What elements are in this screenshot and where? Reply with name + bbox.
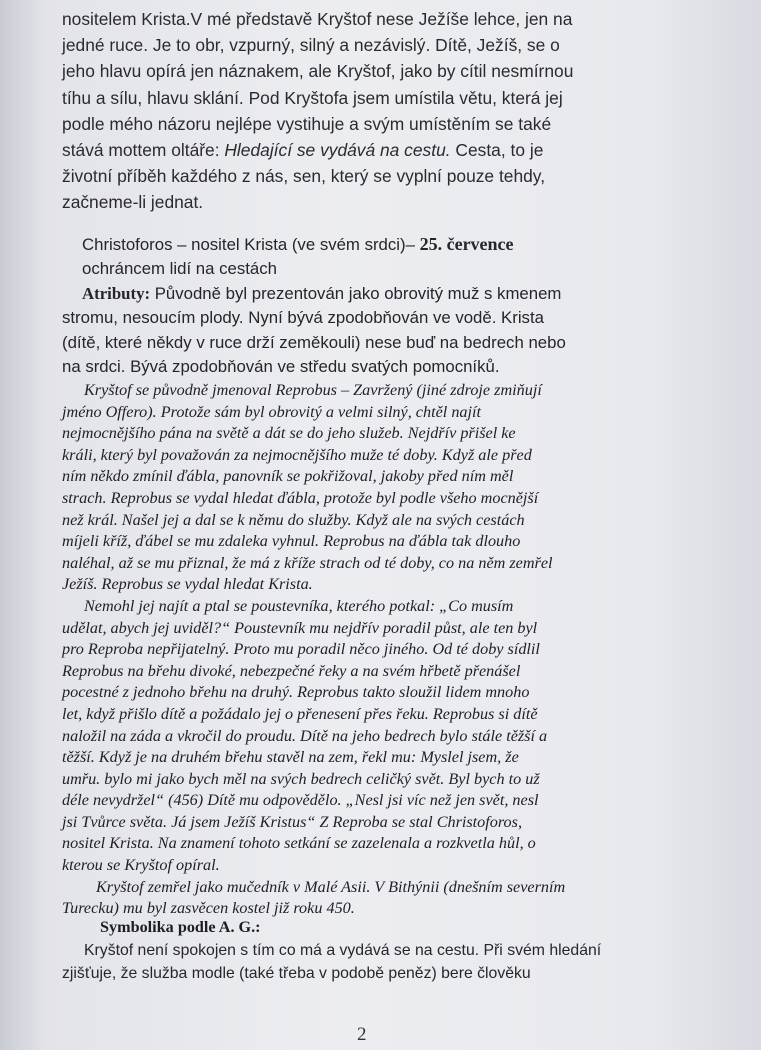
legend-line: míjeli kříž, ďábel se mu zdaleka vyhnul. Reprobus na ďábla tak dlouho [62,532,521,551]
legend-line: strach. Reprobus se vydal hledat ďábla, protože byl podle všeho mocnější [62,488,539,507]
section-subheading: ochráncem lidí na cestách [82,259,277,279]
legend-text [62,380,668,920]
legend-line: déle nevydržel“ (456) Dítě mu odpovědělo. „Nesl jsi víc než jen svět, nesl [62,791,539,810]
symbolika-text [62,940,664,985]
legend-line: králi, který byl považován za nejmocnějšího muže té doby. Když ale před [62,445,532,464]
legend-line: Ježíš. Reprobus se vydal hledat Krista. [62,575,313,594]
intro-line: nositelem Krista.V mé představě Kryštof nese Ježíše lehce, jen na [62,9,573,29]
attributes-line: na srdci. Bývá zpodobňován ve středu svatých pomocníků. [62,357,500,377]
legend-line: kterou se Kryštof opíral. [62,856,220,875]
motto-quote: Hledající se vydává na cestu. [224,140,451,161]
symbolika-heading: Symbolika podle A. G.: [100,918,261,936]
page-number: 2 [357,1024,367,1045]
attributes-line: (dítě, které někdy v ruce drží zeměkouli) nese buď na bedrech nebo [62,332,566,352]
legend-line: nositel Krista. Na znamení tohoto setkání se zazelenala a rozkvetla hůl, o [62,834,536,853]
symbolika-line: Kryštof není spokojen s tím co má a vydává se na cestu. Při svém hledání [84,942,602,959]
legend-line: ním někdo zmínil ďábla, panovník se pokřižoval, jakoby před ním měl [62,467,514,486]
legend-line: naložil na záda a vkročil do proudu. Dítě na jeho bedrech bylo stále těžší a [62,726,548,745]
legend-line: Kryštof se původně jmenoval Reprobus – Zavržený (jiné zdroje zmiňují [84,381,542,399]
legend-line: udělat, abych jej uviděl?“ Poustevník mu nejdřív poradil půst, ale ten byl [62,618,538,637]
legend-line: Turecku) mu byl zasvěcen kostel již roku 450. [62,899,355,918]
legend-line: jsi Tvůrce světa. Já jsem Ježíš Kristus“ Z Reproba se stal Christoforos, [62,812,522,831]
attributes-label: Atributy: [82,283,151,303]
legend-line: než král. Našel jej a dal se k němu do služby. Když ale na svých cestách [62,510,525,529]
intro-paragraph [62,6,662,216]
legend-line: Nemohl jej najít a ptal se poustevníka, kterého potkal: „Co musím [84,596,514,615]
legend-line: jméno Offero). Protože sám byl obrovitý a velmi silný, chtěl najít [62,402,481,421]
legend-line: let, když přišlo dítě a požádalo jej o přenesení přes řeku. Reprobus si dítě [62,704,538,723]
intro-line: jeho hlavu opírá jen náznakem, ale Kryštof, jako by cítil nesmírnou [62,61,574,82]
intro-line: jedné ruce. Je to obr, vzpurný, silný a nezávislý. Dítě, Ježíš, se o [62,35,560,56]
legend-line: Kryštof zemřel jako mučedník v Malé Asii. V Bithýnii (dnešním severním [96,877,566,896]
intro-line-motto: stává mottem oltáře: Hledající se vydává na cestu. Cesta, to je [62,140,544,161]
saint-section [62,232,672,379]
intro-line: životní příběh každého z nás, sen, který se vyplní pouze tehdy, [62,166,546,187]
legend-line: nejmocnějšího pána na světě a dát se do jeho služeb. Nejdřív přišel ke [62,424,516,443]
legend-line: těžší. Když je na druhém břehu stavěl na zem, řekl mu: Myslel jsem, že [62,748,519,767]
legend-line: pocestné z jednoho břehu na druhý. Reprobus takto sloužil lidem mnoho [62,683,530,702]
legend-line: Reprobus na břehu divoké, nebezpečné řeky a na svém hřbetě přenášel [62,661,521,680]
attributes-line: stromu, nesoucím plody. Nyní bývá zpodobňován ve vodě. Krista [62,308,544,328]
feast-date: 25. července [419,234,514,254]
symbolika-line: zjišťuje, že služba modle (také třeba v podobě peněz) bere člověku [62,964,531,982]
attributes-paragraph: Atributy: Původně byl prezentován jako obrovitý muž s kmenem [82,283,562,303]
section-heading: Christoforos – nositel Krista (ve svém srdci)– 25. července [82,234,514,254]
legend-line: pro Reproba nepřijatelný. Proto mu poradil něco jiného. Od té doby sídlil [62,640,540,659]
intro-line: tíhu a sílu, hlavu sklání. Pod Kryštofa jsem umístila větu, která jej [62,87,563,108]
legend-line: umřu. bylo mi jako bych měl na svých bedrech celičký svět. Byl bych to už [62,769,540,788]
symbolika-heading-wrap [62,917,668,939]
legend-line: naléhal, až se mu přiznal, že má z kříže strach od té doby, co na něm zemřel [62,553,553,572]
intro-line: podle mého názoru nejlépe vystihuje a svým umístěním se také [62,113,552,134]
intro-line: začneme-li jednat. [62,192,204,213]
